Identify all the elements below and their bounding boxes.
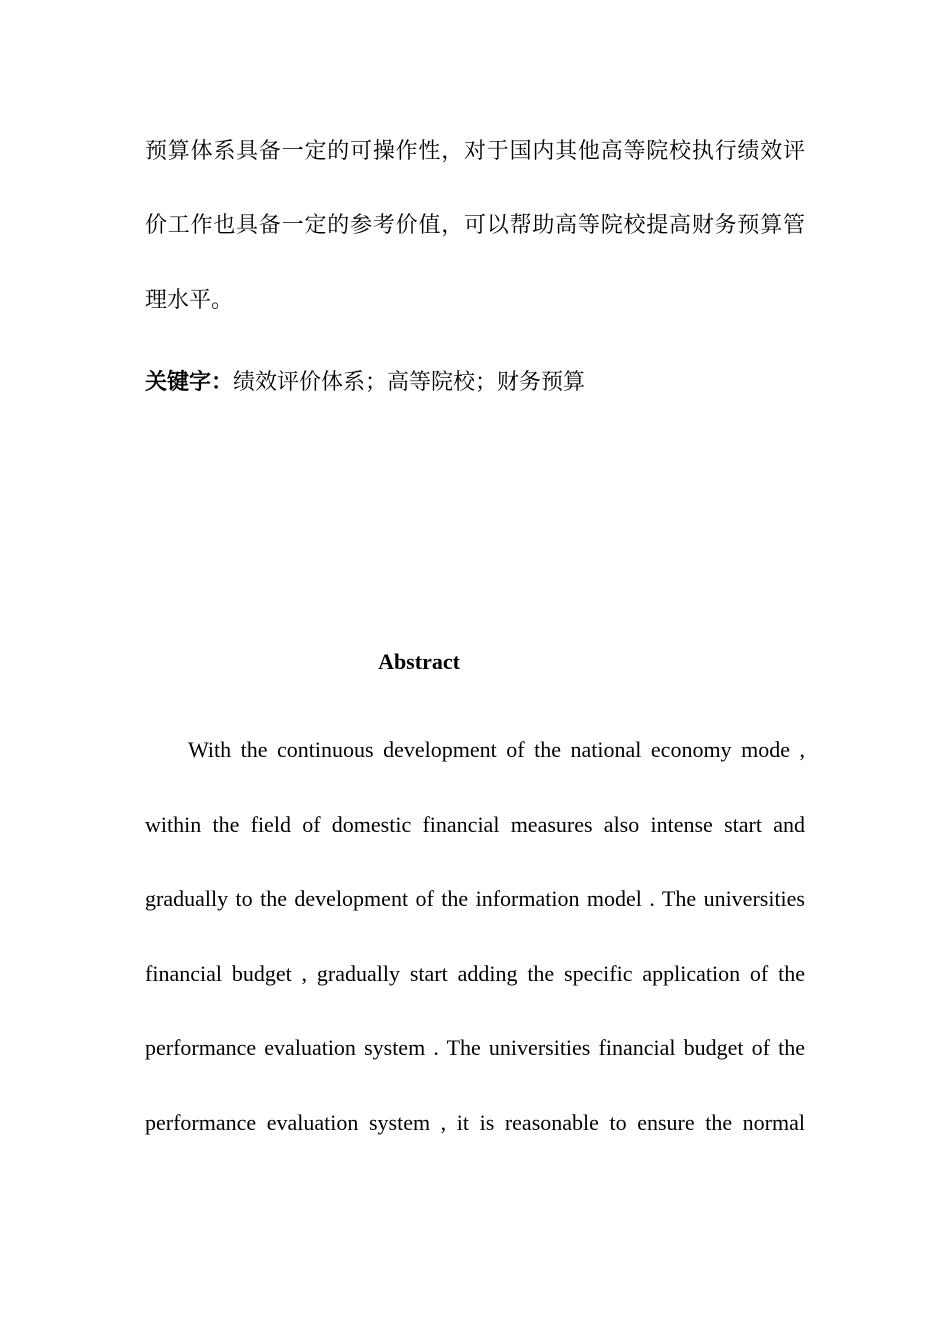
keywords-label: 关键字：: [145, 370, 234, 395]
english-abstract-line-3: gradually to the development of the information model . The universities: [145, 886, 805, 911]
keywords-value: 绩效评价体系；高等院校；财务预算: [233, 370, 586, 395]
chinese-abstract-line-1: 预算体系具备一定的可操作性，对于国内其他高等院校执行绩效评: [145, 139, 805, 164]
chinese-abstract-line-3: 理水平。: [145, 288, 234, 313]
english-abstract-line-2: within the field of domestic financial measures also intense start and: [145, 812, 805, 837]
english-abstract-line-5: performance evaluation system . The universities financial budget of the: [145, 1035, 805, 1060]
english-abstract-line-6: performance evaluation system , it is reasonable to ensure the normal: [145, 1110, 805, 1135]
abstract-title: Abstract: [378, 649, 460, 674]
english-abstract-line-4: financial budget , gradually start adding the specific application of the: [145, 961, 805, 986]
keywords-line: [145, 368, 805, 398]
english-abstract-line-1: With the continuous development of the national economy mode ,: [188, 737, 805, 762]
chinese-abstract-line-2: 价工作也具备一定的参考价值，可以帮助高等院校提高财务预算管: [145, 213, 805, 238]
